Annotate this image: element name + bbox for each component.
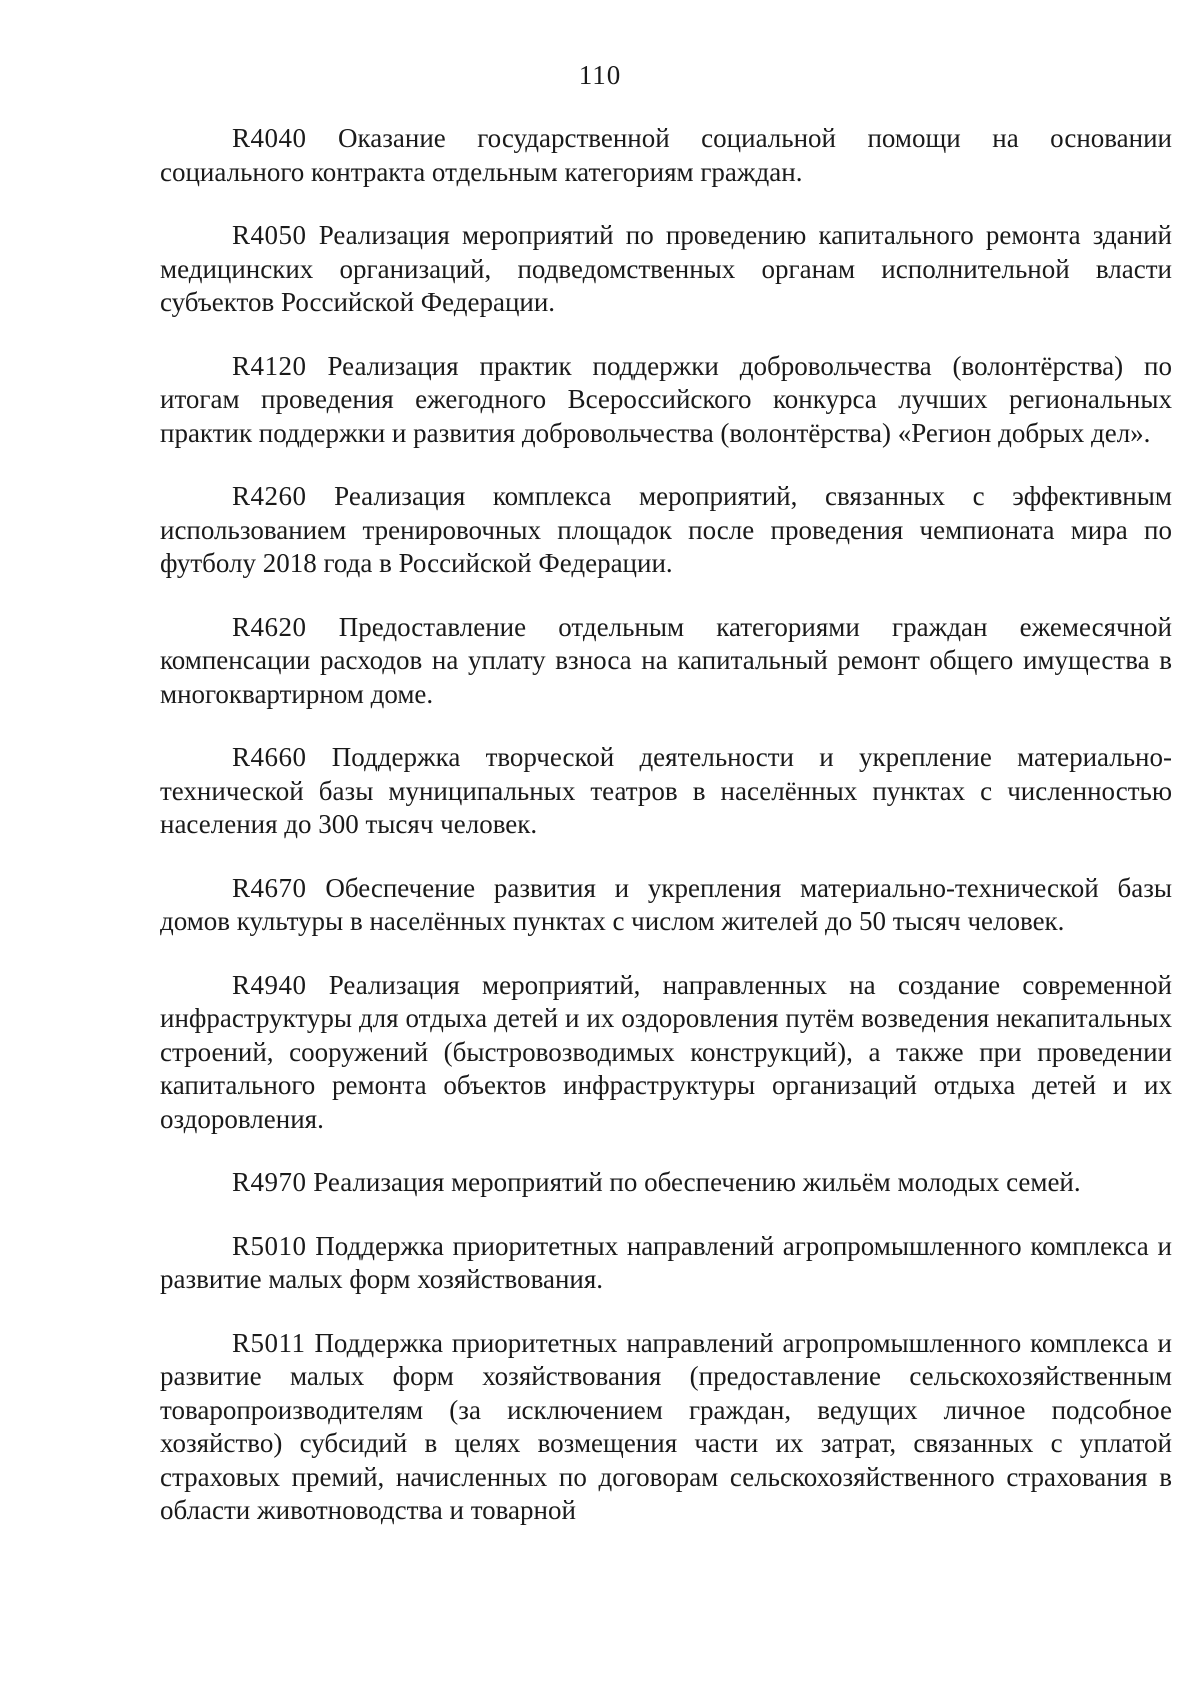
paragraph-text: Поддержка приоритетных направлений агропромышленного комплекса и развитие малых форм хозяйствования (предоставление сельскохозяйственным товаропроизводителям (за исключением граждан, ведущих личное подсобное хозяйство) субсидий в целях возмещения части их затрат, связанных с уплатой страховых премий, начисленных по договорам сельскохозяйственного страхования в области животноводства и товарной [160,1327,1172,1525]
paragraph-r5011 [160,1327,1172,1528]
paragraph-text: Реализация практик поддержки добровольчества (волонтёрства) по итогам проведения ежегодного Всероссийского конкурса лучших региональных практик поддержки и развития добровольчества (волонтёрства) «Регион добрых дел». [160,350,1173,448]
document-body [160,122,1172,1558]
page-number: 110 [578,60,622,90]
paragraph-text: Предоставление отдельным категориями граждан ежемесячной компенсации расходов на уплату взноса на капитальный ремонт общего имущества в многоквартирном доме. [160,611,1172,709]
paragraph-r4660 [160,741,1172,842]
paragraph-r4670 [160,872,1172,939]
budget-code: R4670 [232,872,307,903]
budget-code: R5010 [232,1230,307,1261]
paragraph-r4260 [160,480,1172,581]
paragraph-text: Поддержка приоритетных направлений агропромышленного комплекса и развитие малых форм хозяйствования. [160,1230,1172,1294]
paragraph-text: Оказание государственной социальной помощи на основании социального контракта отдельным категориям граждан. [160,123,1173,187]
budget-code: R4120 [232,350,307,381]
paragraph-r4120 [160,350,1172,451]
paragraph-r4620 [160,611,1172,712]
budget-code: R4660 [232,742,307,772]
paragraph-text: Поддержка творческой деятельности и укрепление материально-технической базы муниципальных театров в населённых пунктах с численностью населения до 300 тысяч человек. [160,742,1173,839]
budget-code: R4970 [232,1167,307,1197]
budget-code: R4040 [232,123,307,153]
paragraph-r4040 [160,122,1172,189]
paragraph-r4970 [160,1166,1172,1200]
paragraph-text: Реализация мероприятий по проведению капитального ремонта зданий медицинских организаций, подведомственных органам исполнительной власти субъектов Российской Федерации. [160,220,1172,317]
paragraph-text: Реализация комплекса мероприятий, связанных с эффективным использованием тренировочных площадок после проведения чемпионата мира по футболу 2018 года в Российской Федерации. [160,481,1172,578]
paragraph-text: Обеспечение развития и укрепления материально-технической базы домов культуры в населённых пунктах с числом жителей до 50 тысяч человек. [160,872,1173,936]
budget-code: R4260 [232,481,307,511]
budget-code: R4050 [232,220,307,250]
paragraph-r4940 [160,969,1172,1137]
paragraph-text: Реализация мероприятий, направленных на создание современной инфраструктуры для отдыха детей и их оздоровления путём возведения некапитальных строений, сооружений (быстровозводимых конструкций), а также при проведении капитального ремонта объектов инфраструктуры организаций отдыха детей и их оздоровления. [160,969,1173,1134]
budget-code: R5011 [232,1327,306,1358]
budget-code: R4620 [232,611,307,642]
budget-code: R4940 [232,969,307,1000]
paragraph-r5010 [160,1230,1172,1297]
paragraph-text: Реализация мероприятий по обеспечению жильём молодых семей. [313,1167,1081,1197]
paragraph-r4050 [160,219,1172,320]
